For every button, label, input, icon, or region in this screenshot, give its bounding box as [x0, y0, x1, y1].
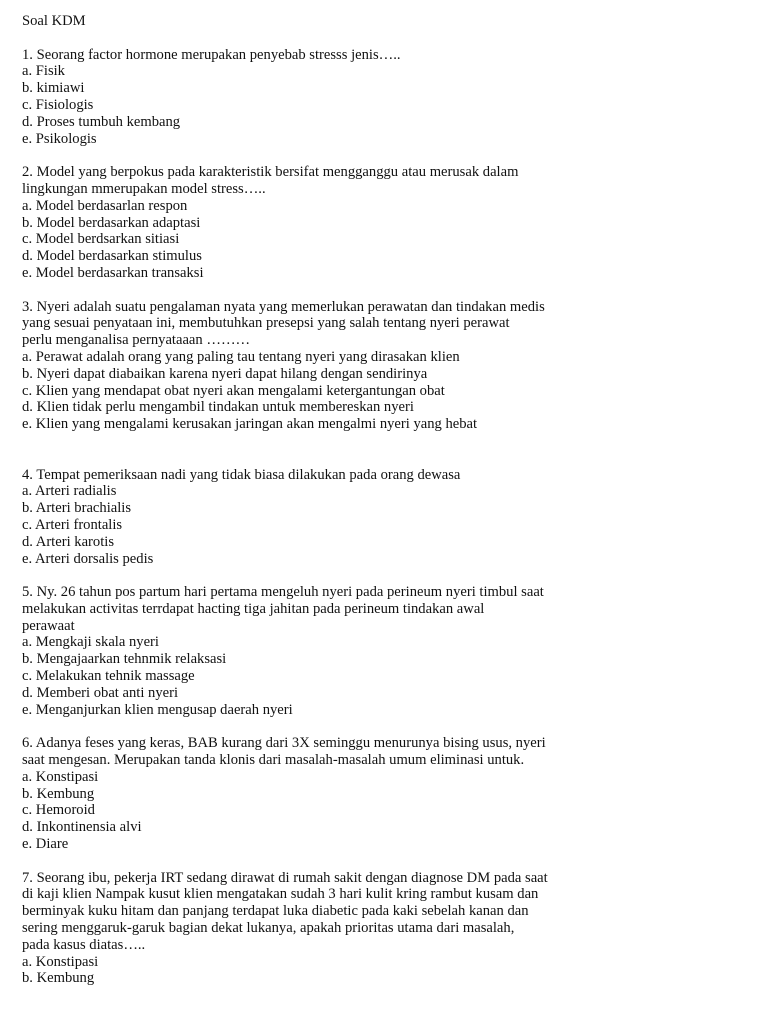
answer-option: b. Kembung [22, 785, 95, 802]
answer-option: c. Hemoroid [22, 802, 95, 819]
answer-option: b. kimiawi [22, 80, 85, 97]
question-text-line: 7. Seorang ibu, pekerja IRT sedang dirawat di rumah sakit dengan diagnose DM pada saat [22, 869, 548, 886]
document-title: Soal KDM [22, 13, 86, 29]
question-text-line: perlu menganalisa pernyataaan ……… [22, 332, 251, 349]
question-6 [22, 735, 752, 853]
answer-option: c. Klien yang mendapat obat nyeri akan mengalami ketergantungan obat [22, 382, 445, 399]
answer-option: d. Inkontinensia alvi [22, 819, 142, 836]
question-text-line: saat mengesan. Merupakan tanda klonis dari masalah-masalah umum eliminasi untuk. [22, 752, 525, 769]
question-text-line: 3. Nyeri adalah suatu pengalaman nyata yang memerlukan perawatan dan tindakan medis [22, 298, 545, 315]
answer-option: e. Model berdasarkan transaksi [22, 264, 204, 281]
question-text-line: 1. Seorang factor hormone merupakan penyebab stresss jenis….. [22, 46, 401, 63]
question-3 [22, 299, 752, 433]
answer-option: e. Psikologis [22, 130, 97, 147]
answer-option: a. Arteri radialis [22, 483, 117, 500]
answer-option: d. Memberi obat anti nyeri [22, 684, 179, 701]
answer-option: a. Konstipasi [22, 768, 99, 785]
answer-option: a. Fisik [22, 63, 65, 80]
answer-option: a. Perawat adalah orang yang paling tau tentang nyeri yang dirasakan klien [22, 348, 460, 365]
question-text-line: berminyak kuku hitam dan panjang terdapat luka diabetic pada kaki sebelah kanan dan [22, 903, 529, 920]
question-7 [22, 870, 752, 988]
question-text-line: perawaat [22, 617, 75, 634]
question-text-line: 6. Adanya feses yang keras, BAB kurang dari 3X seminggu menurunya bising usus, nyeri [22, 735, 546, 752]
answer-option: c. Arteri frontalis [22, 516, 123, 533]
answer-option: c. Melakukan tehnik massage [22, 668, 195, 685]
answer-option: e. Menganjurkan klien mengusap daerah nyeri [22, 701, 293, 718]
answer-option: a. Model berdasarlan respon [22, 197, 188, 214]
answer-option: d. Klien tidak perlu mengambil tindakan untuk membereskan nyeri [22, 399, 414, 416]
answer-option: b. Nyeri dapat diabaikan karena nyeri dapat hilang dengan sendirinya [22, 365, 428, 382]
answer-option: b. Arteri brachialis [22, 500, 132, 517]
answer-option: d. Model berdasarkan stimulus [22, 248, 202, 265]
answer-option: e. Arteri dorsalis pedis [22, 550, 154, 567]
question-text-line: di kaji klien Nampak kusut klien mengatakan sudah 3 hari kulit kring rambut kusam dan [22, 886, 539, 903]
answer-option: b. Mengajaarkan tehnmik relaksasi [22, 651, 227, 668]
question-text-line: 4. Tempat pemeriksaan nadi yang tidak biasa dilakukan pada orang dewasa [22, 466, 461, 483]
question-text-line: yang sesuai penyataan ini, membutuhkan presepsi yang salah tentang nyeri perawat [22, 315, 510, 332]
question-list [22, 47, 752, 988]
question-text-line: 5. Ny. 26 tahun pos partum hari pertama mengeluh nyeri pada perineum nyeri timbul saat [22, 584, 544, 601]
question-text-line: pada kasus diatas….. [22, 936, 146, 953]
question-1 [22, 47, 752, 148]
question-2 [22, 164, 752, 282]
question-text-line: lingkungan mmerupakan model stress….. [22, 180, 266, 197]
answer-option: c. Fisiologis [22, 96, 94, 113]
question-5 [22, 584, 752, 718]
answer-option: b. Kembung [22, 970, 95, 987]
answer-option: e. Klien yang mengalami kerusakan jaringan akan mengalmi nyeri yang hebat [22, 416, 478, 433]
answer-option: a. Mengkaji skala nyeri [22, 634, 159, 651]
answer-option: b. Model berdasarkan adaptasi [22, 214, 201, 231]
answer-option: d. Proses tumbuh kembang [22, 113, 181, 130]
answer-option: e. Diare [22, 836, 69, 853]
question-text-line: sering menggaruk-garuk bagian dekat lukanya, apakah prioritas utama dari masalah, [22, 920, 515, 937]
answer-option: d. Arteri karotis [22, 533, 115, 550]
answer-option: a. Konstipasi [22, 953, 99, 970]
answer-option: c. Model berdsarkan sitiasi [22, 231, 180, 248]
document-page [22, 13, 752, 987]
question-text-line: 2. Model yang berpokus pada karakteristik bersifat mengganggu atau merusak dalam [22, 164, 519, 181]
question-text-line: melakukan activitas terrdapat hacting tiga jahitan pada perineum tindakan awal [22, 600, 485, 617]
question-4 [22, 467, 752, 568]
